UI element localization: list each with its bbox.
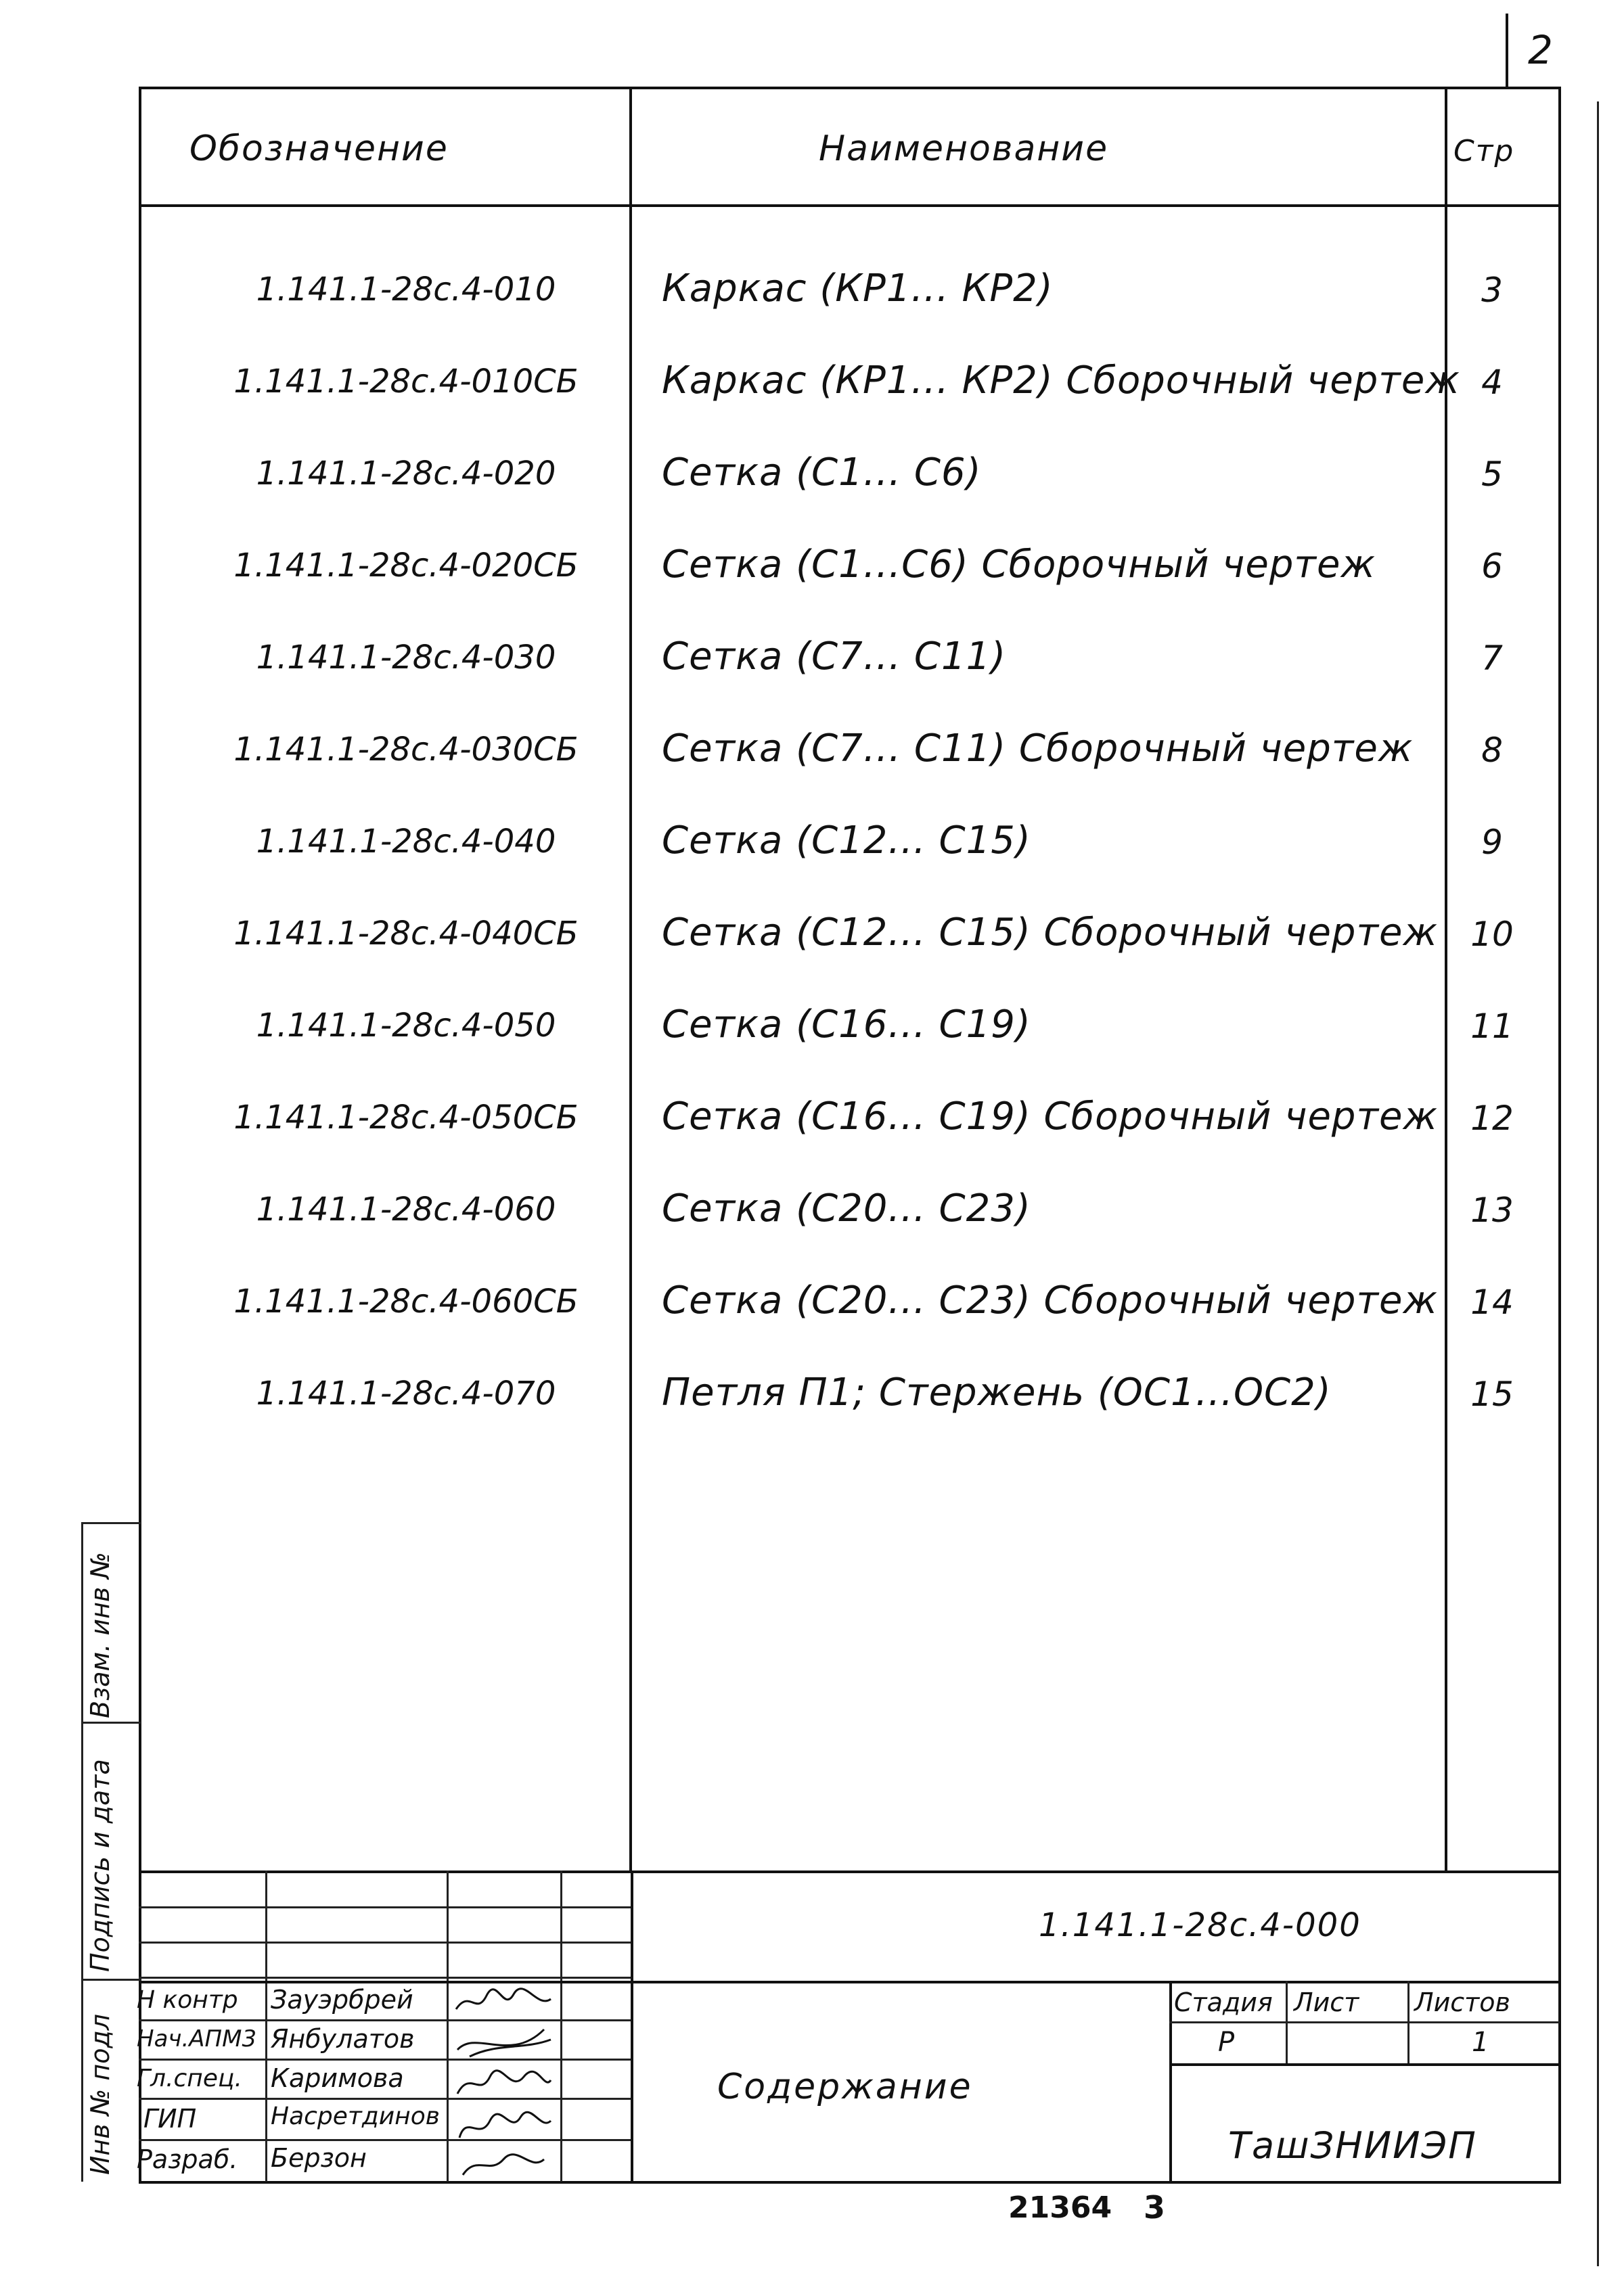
row-name: Сетка (С20... С23) Сборочный чертеж [662,1279,1438,1323]
side-stamp-vzam-inv: Взам. инв № [85,1552,115,1718]
tb-row-line [139,1981,1560,1983]
side-stamp-inv-podl: Инв № подл [85,2013,115,2175]
title-block-top [139,1870,1560,1873]
side-stamp-left-line [81,1522,83,2182]
row-page: 13 [1470,1191,1514,1230]
row-code: 1.141.1-28с.4-040 [256,823,556,860]
signature-role: Н контр [137,1986,238,2014]
stage-value: Р [1218,2027,1235,2058]
signature-role: Разраб. [137,2144,238,2174]
header-bottom-line [139,204,1560,207]
header-designation: Обозначение [189,129,449,169]
signature-scribbles [449,1982,558,2178]
row-name: Сетка (С16... С19) [662,1003,1031,1047]
side-stamp-divider-2 [81,1979,141,1981]
list-item [0,986,1624,1078]
row-code: 1.141.1-28с.4-010 [256,271,556,308]
row-page: 7 [1481,639,1503,678]
side-stamp-top-line [81,1522,141,1524]
tb-col-3 [560,1870,562,2182]
row-page: 11 [1470,1007,1514,1046]
row-page: 14 [1470,1283,1514,1322]
row-name: Сетка (С7... С11) [662,635,1007,679]
sheets-value: 1 [1472,2027,1489,2058]
row-page: 5 [1481,455,1503,494]
row-name: Петля П1; Стержень (ОС1...ОС2) [662,1371,1332,1415]
sheets-label: Листов [1414,1988,1510,2017]
row-code: 1.141.1-28с.4-050СБ [233,1099,579,1136]
tb-stage-values-line [1169,2063,1560,2066]
document-code: 1.141.1-28с.4-000 [1039,1906,1361,1944]
row-code: 1.141.1-28с.4-050 [256,1007,556,1044]
sheet-number-divider [1506,14,1508,88]
signature-person: Насретдинов [271,2103,440,2130]
row-name: Сетка (С16... С19) Сборочный чертеж [662,1095,1438,1139]
row-code: 1.141.1-28с.4-060СБ [233,1283,579,1321]
tb-stage-labels-line [1169,2021,1560,2023]
row-name: Сетка (С1...С6) Сборочный чертеж [662,543,1376,587]
row-code: 1.141.1-28с.4-020СБ [233,547,579,584]
tb-right-col [1169,1981,1172,2182]
row-name: Каркас (КР1... КР2) Сборочный чертеж [662,359,1460,403]
row-code: 1.141.1-28с.4-070 [256,1375,556,1413]
signature-role: ГИП [143,2104,197,2134]
document-title: Содержание [717,2067,973,2107]
list-item [0,342,1624,434]
list-item [0,1078,1624,1170]
list-item [0,526,1624,618]
tb-row-line [139,1906,631,1908]
row-code: 1.141.1-28с.4-010СБ [233,363,579,400]
list-item [0,802,1624,894]
signature-role: Гл.спец. [137,2065,242,2092]
list-item [0,1354,1624,1446]
stage-label: Стадия [1174,1988,1273,2017]
tb-row-line [139,1977,631,1979]
list-item [0,250,1624,342]
signature-person: Янбулатов [271,2024,415,2054]
header-page: Стр [1453,134,1515,168]
row-name: Сетка (С1... С6) [662,451,982,495]
archive-number: 21364 [1008,2190,1112,2225]
frame-top [139,87,1560,89]
list-item [0,618,1624,710]
row-page: 3 [1481,271,1503,310]
sheet-label: Лист [1294,1988,1359,2017]
row-code: 1.141.1-28с.4-030 [256,639,556,676]
row-name: Сетка (С12... С15) [662,819,1031,863]
side-stamp-podpis-data: Подпись и дата [85,1759,115,1972]
row-name: Сетка (С12... С15) Сборочный чертеж [662,911,1438,955]
frame-bottom [139,2181,1561,2184]
row-code: 1.141.1-28с.4-020 [256,455,556,492]
row-name: Сетка (С20... С23) [662,1187,1031,1231]
copy-number: 3 [1144,2189,1166,2226]
list-item [0,1170,1624,1262]
row-page: 15 [1470,1375,1514,1414]
row-code: 1.141.1-28с.4-030СБ [233,731,579,768]
list-item [0,710,1624,802]
signature-person: Зауэрбрей [271,1985,413,2015]
row-page: 4 [1481,363,1503,402]
list-item [0,434,1624,526]
row-name: Каркас (КР1... КР2) [662,267,1054,311]
row-code: 1.141.1-28с.4-040СБ [233,915,579,952]
tb-col-4 [631,1870,633,2182]
signature-person: Каримова [271,2063,404,2093]
signature-role: Нач.АПМ3 [137,2025,257,2052]
row-page: 6 [1481,547,1503,586]
header-name: Наименование [819,129,1109,169]
signature-person: Берзон [271,2143,367,2173]
tb-row-line [139,1942,631,1944]
row-page: 10 [1470,915,1514,954]
tb-col-2 [447,1870,449,2182]
row-page: 9 [1481,823,1503,862]
list-item [0,1262,1624,1354]
row-page: 12 [1470,1099,1514,1138]
sheet-number: 2 [1528,27,1553,73]
list-item [0,894,1624,986]
row-name: Сетка (С7... С11) Сборочный чертеж [662,727,1414,771]
organization: ТашЗНИИЭП [1228,2124,1477,2167]
tb-col-1 [265,1870,267,2182]
row-code: 1.141.1-28с.4-060 [256,1191,556,1229]
side-stamp-divider-1 [81,1722,141,1724]
row-page: 8 [1481,731,1503,770]
